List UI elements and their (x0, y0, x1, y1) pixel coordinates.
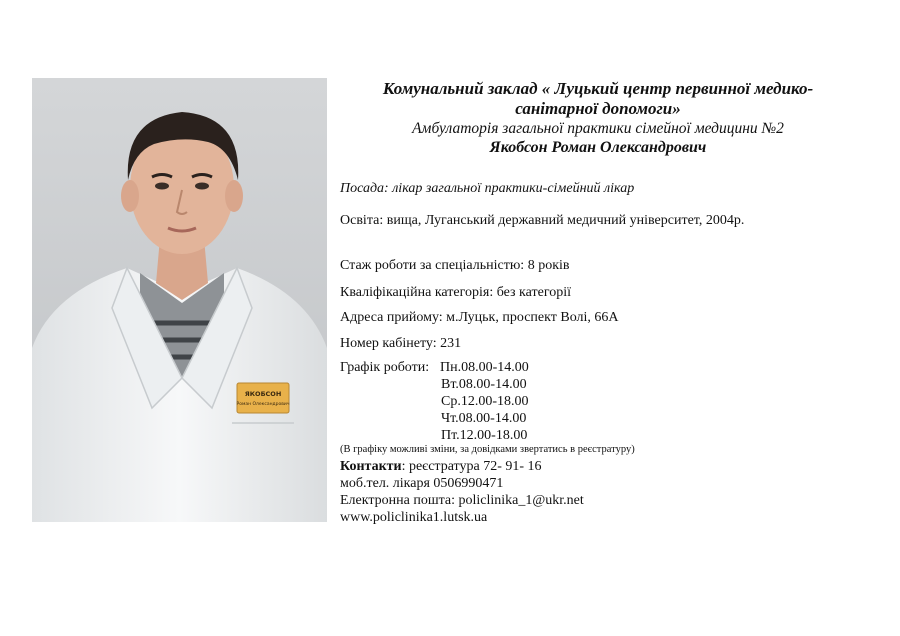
header (338, 79, 858, 157)
doctor-photo (32, 78, 327, 522)
institution-title-line2: санітарної допомоги» (515, 99, 681, 118)
experience-line: Стаж роботи за спеціальністю: 8 років (340, 258, 570, 273)
schedule-day: Пн.08.00-14.00 (440, 360, 529, 375)
registry-phone: : реєстратура 72- 91- 16 (401, 459, 542, 474)
badge-surname: ЯКОБСОН (244, 390, 282, 398)
doctor-portrait-icon (32, 78, 327, 522)
website-line: www.policlinika1.lutsk.ua (340, 510, 488, 525)
email-line: Електронна пошта: policlinika_1@ukr.net (340, 493, 584, 508)
category-line: Кваліфікаційна категорія: без категорії (340, 285, 572, 300)
position-line: Посада: лікар загальної практики-сімейний лікар (340, 181, 635, 196)
contacts-line (340, 458, 542, 475)
schedule-day: Ср.12.00-18.00 (441, 394, 529, 409)
doctor-mobile: моб.тел. лікаря 0506990471 (340, 476, 504, 491)
education-line: Освіта: вища, Луганський державний медичний університет, 2004р. (340, 213, 745, 228)
schedule-day: Чт.08.00-14.00 (441, 411, 527, 426)
department-name: Амбулаторія загальної практики сімейної медицини №2 (412, 120, 784, 137)
schedule-note: (В графіку можливі зміни, за довідками звертатись в реєстратуру) (340, 444, 635, 455)
badge-name: Роман Олександрович (236, 402, 290, 407)
contacts-label: Контакти (340, 459, 402, 474)
doctor-name: Якобсон Роман Олександрович (489, 139, 707, 156)
office-line: Номер кабінету: 231 (340, 336, 462, 351)
schedule-label: Графік роботи: (340, 360, 430, 375)
schedule-day: Вт.08.00-14.00 (441, 377, 527, 392)
schedule-day: Пт.12.00-18.00 (441, 428, 528, 443)
address-line: Адреса прийому: м.Луцьк, проспект Волі, 66А (340, 310, 619, 325)
institution-title-line1: Комунальний заклад « Луцький центр первинної медико- (382, 79, 814, 98)
